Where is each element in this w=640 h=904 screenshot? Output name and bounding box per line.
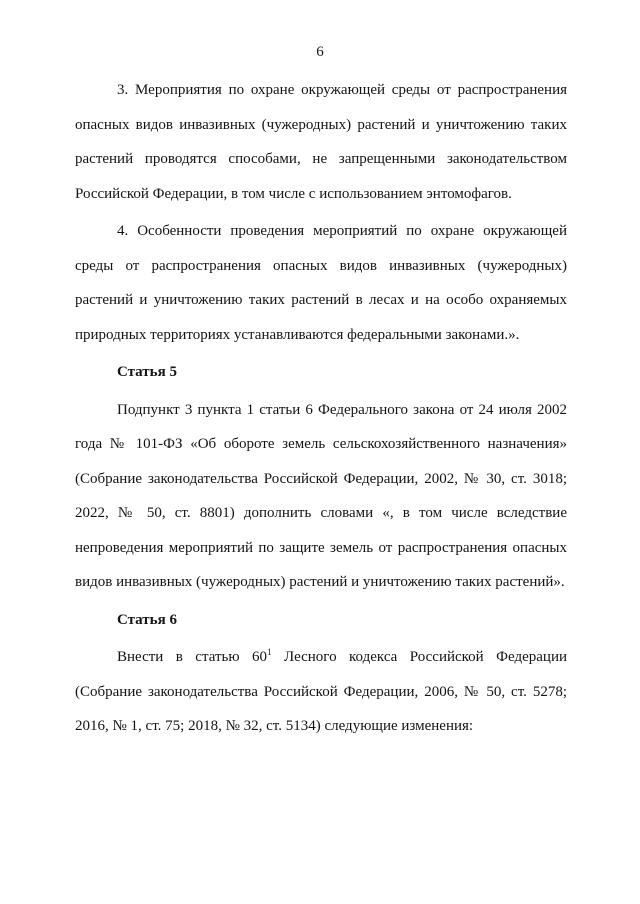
- article-6-heading: Статья 6: [117, 611, 177, 628]
- paragraph-4: 4. Особенности проведения мероприятий по охране окружающей среды от распространения опасных видов инвазивных (чужеродных) растений и уничтожению таких растений в лесах и на особо охраняемых природных территориях устанавливаются федеральными законами.».: [75, 223, 567, 343]
- paragraph-3: 3. Мероприятия по охране окружающей среды от распространения опасных видов инвазивных (чужеродных) растений и уничтожению таких растений проводятся способами, не запрещенными законодательством Российской Федерации, в том числе с использованием энтомофагов.: [75, 82, 567, 202]
- article-number-superscript: 1: [267, 647, 272, 657]
- article-5-text: Подпункт 3 пункта 1 статьи 6 Федерального закона от 24 июля 2002 года № 101-ФЗ «Об обороте земель сельскохозяйственного назначения» (Собрание законодательства Российской Федерации, 2002, № 30, ст. 3018; 2022, № 50, ст. 8801) дополнить словами «, в том числе вследствие непроведения мероприятий по защите земель от распространения опасных видов инвазивных (чужеродных) растений и уничтожению таких растений».: [75, 401, 567, 590]
- article-6-text-end: Лесного кодекса Российской Федерации (Собрание законодательства Российской Федерации, 2006, № 50, ст. 5278; 2016, № 1, ст. 75; 2018, № 32, ст. 5134) следующие изменения:: [75, 649, 568, 734]
- article-5-heading: Статья 5: [117, 364, 177, 380]
- article-6-text: [75, 640, 567, 744]
- article-6-text-start: Внести в статью 60: [117, 649, 268, 665]
- document-body: [75, 73, 567, 744]
- page-number: 6: [316, 44, 324, 60]
